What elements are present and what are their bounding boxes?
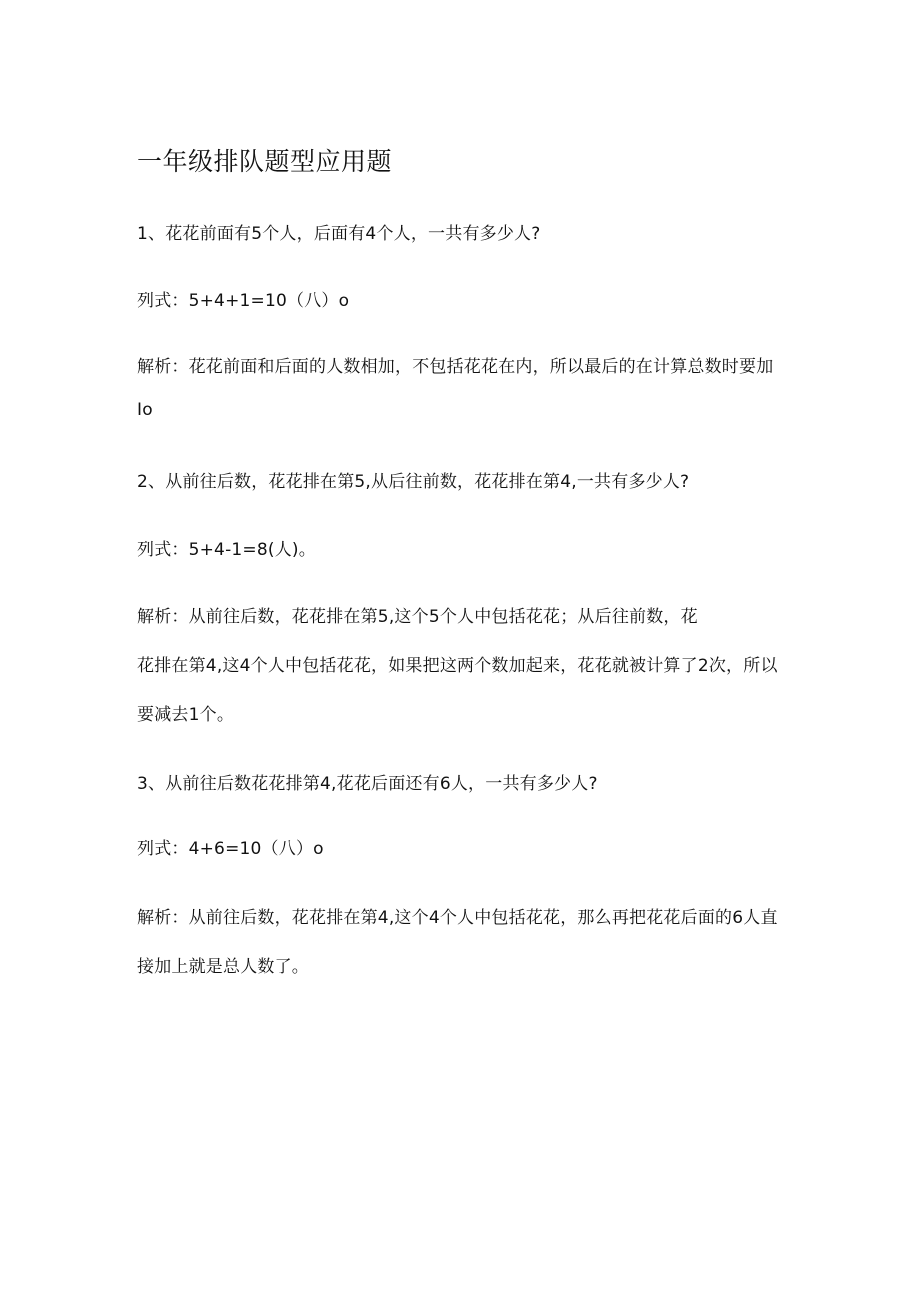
page-title: 一年级排队题型应用题 bbox=[137, 147, 393, 176]
question-1: 1、花花前面有5个人，后面有4个人，一共有多少人? bbox=[137, 224, 541, 244]
formula-2: 列式：5+4-1=8(人)。 bbox=[137, 540, 316, 560]
analysis-1: 解析：花花前面和后面的人数相加，不包括花花在内，所以最后的在计算总数时要加 bbox=[137, 357, 774, 377]
formula-1: 列式：5+4+1=10（八）o bbox=[137, 291, 350, 311]
question-2: 2、从前往后数，花花排在第5,从后往前数，花花排在第4,一共有多少人? bbox=[137, 472, 690, 492]
analysis-2: 解析：从前往后数，花花排在第5,这个5个人中包括花花；从后往前数，花 bbox=[137, 607, 698, 627]
question-3: 3、从前往后数花花排第4,花花后面还有6人，一共有多少人? bbox=[137, 774, 598, 794]
analysis-2-end: 要减去1个。 bbox=[137, 705, 235, 725]
formula-3: 列式：4+6=10（八）o bbox=[137, 839, 324, 859]
analysis-3-continued: 接加上就是总人数了。 bbox=[137, 957, 309, 977]
analysis-1-continued: Io bbox=[137, 400, 153, 420]
analysis-3: 解析：从前往后数，花花排在第4,这个4个人中包括花花，那么再把花花后面的6人直 bbox=[137, 908, 778, 928]
analysis-2-continued: 花排在第4,这4个人中包括花花，如果把这两个数加起来，花花就被计算了2次，所以 bbox=[137, 656, 778, 676]
